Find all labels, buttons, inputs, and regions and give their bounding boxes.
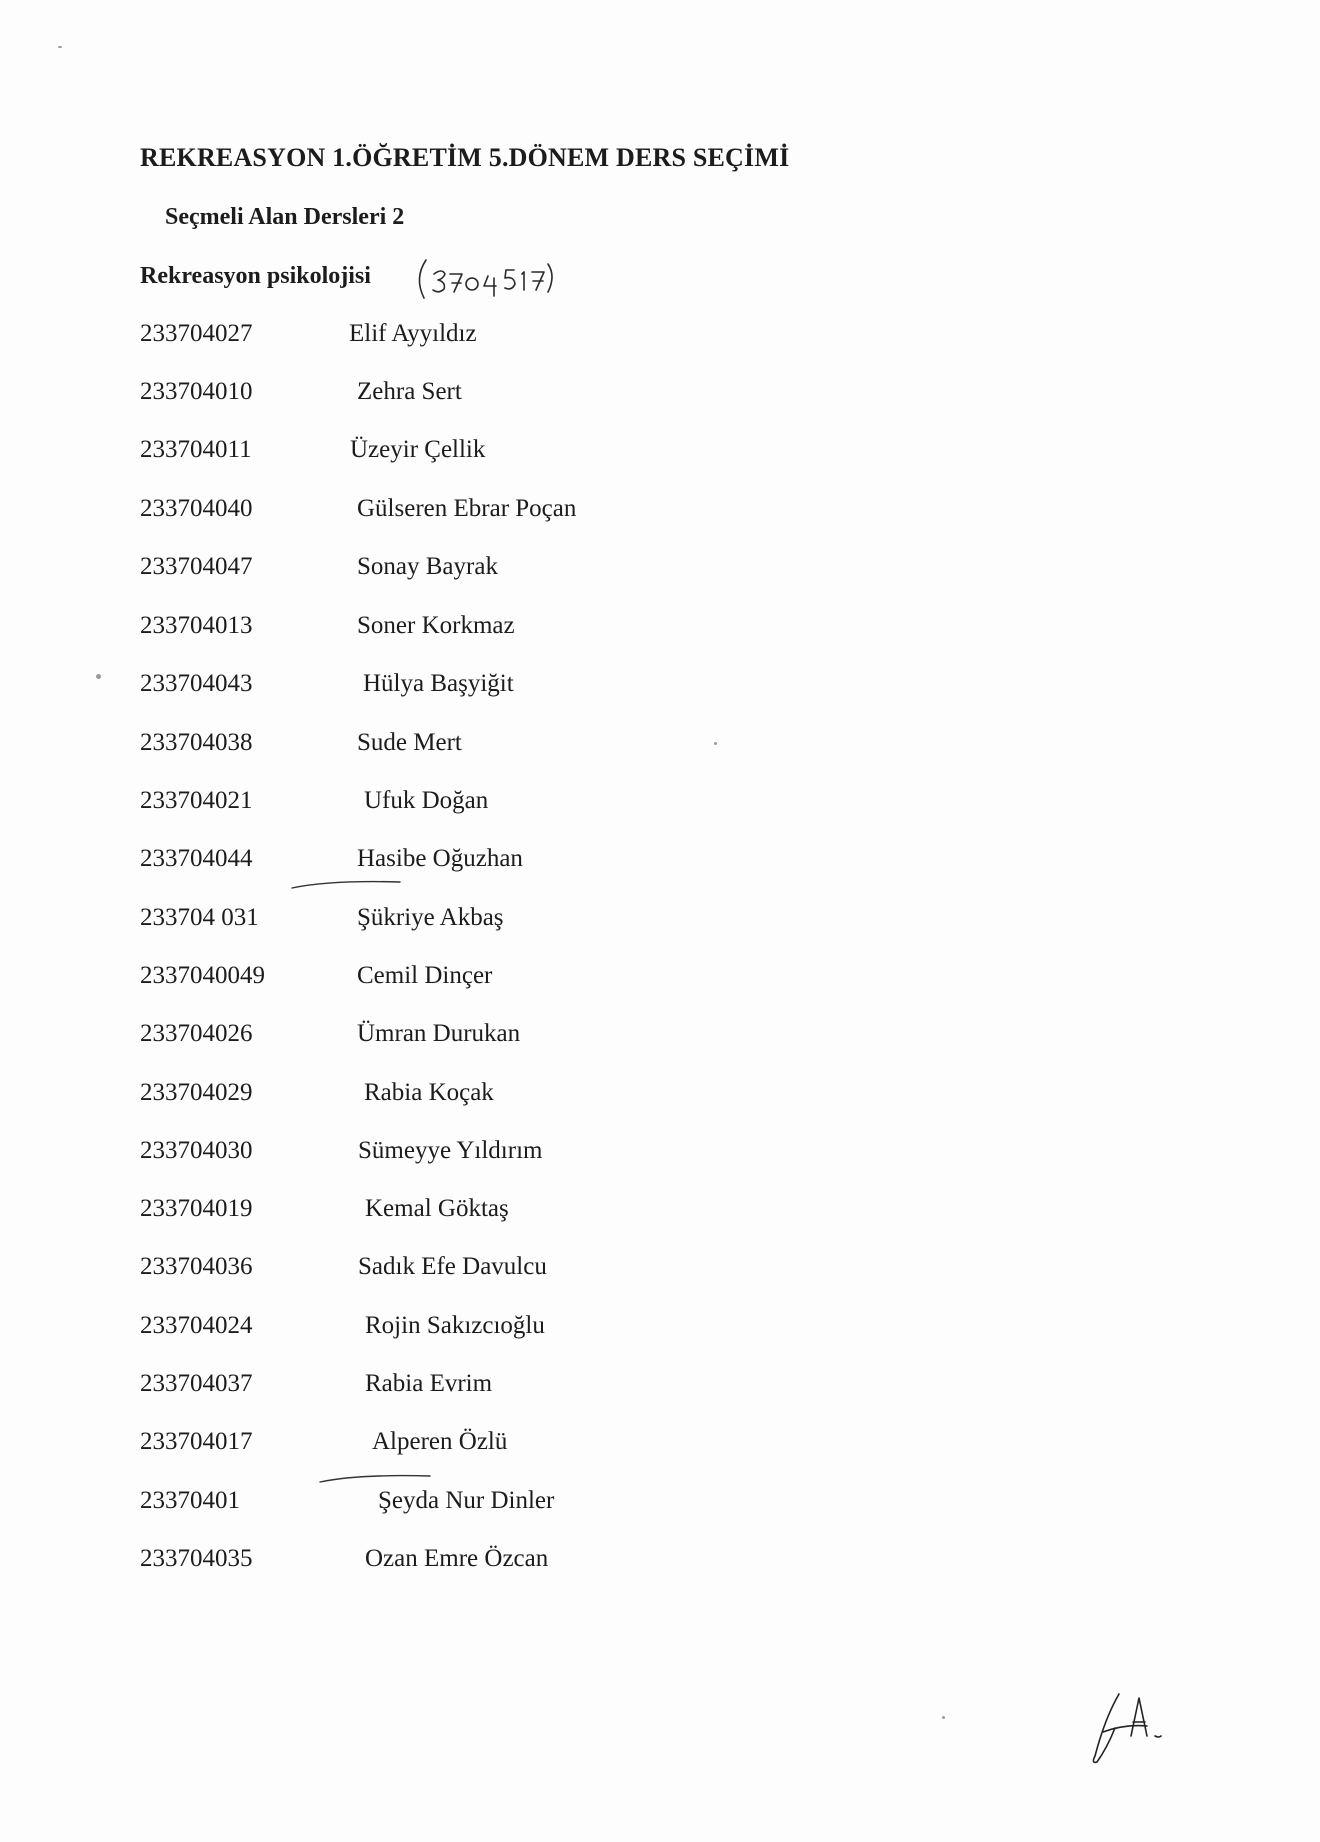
- student-id: 233704026: [140, 1020, 253, 1047]
- student-name: Üzeyir Çellik: [350, 436, 486, 463]
- student-id: 233704027: [140, 320, 253, 347]
- student-id: 233704043: [140, 670, 253, 697]
- student-name: Sadık Efe Davulcu: [358, 1253, 547, 1280]
- student-id: 233704040: [140, 495, 253, 522]
- student-id: 233704030: [140, 1137, 253, 1164]
- student-id: 233704029: [140, 1079, 253, 1106]
- student-id: 233704047: [140, 553, 253, 580]
- student-name: Alperen Özlü: [372, 1428, 508, 1455]
- student-name: Kemal Göktaş: [365, 1195, 509, 1222]
- student-name: Hülya Başyiğit: [363, 670, 514, 697]
- document-title: REKREASYON 1.ÖĞRETİM 5.DÖNEM DERS SEÇİMİ: [140, 143, 790, 172]
- student-id: 233704011: [140, 436, 252, 463]
- student-name: Cemil Dinçer: [357, 962, 493, 989]
- student-id: 233704021: [140, 787, 253, 814]
- scan-speck: [714, 742, 717, 745]
- student-name: Elif Ayyıldız: [349, 320, 477, 347]
- student-id: 233704013: [140, 612, 253, 639]
- student-name: Şükriye Akbaş: [357, 904, 504, 931]
- student-name: Sonay Bayrak: [357, 553, 498, 580]
- student-id: 233704038: [140, 729, 253, 756]
- scan-speck: [96, 674, 101, 679]
- student-id: 233704010: [140, 378, 253, 405]
- student-id: 23370401: [140, 1487, 240, 1514]
- scan-speck: [58, 46, 62, 48]
- student-name: Ufuk Doğan: [364, 787, 489, 814]
- student-name: Ümran Durukan: [357, 1020, 521, 1047]
- student-name: Rabia Koçak: [364, 1079, 494, 1106]
- student-id: 233704024: [140, 1312, 253, 1339]
- student-name: Şeyda Nur Dinler: [378, 1487, 555, 1514]
- student-id: 233704035: [140, 1545, 253, 1572]
- student-name: Sude Mert: [357, 729, 462, 756]
- student-id: 233704 031: [140, 904, 259, 931]
- student-id: 233704036: [140, 1253, 253, 1280]
- pen-stroke-mark: [318, 1472, 438, 1486]
- student-id: 233704037: [140, 1370, 253, 1397]
- scan-speck: [942, 1716, 945, 1719]
- student-id: 233704019: [140, 1195, 253, 1222]
- student-name: Hasibe Oğuzhan: [357, 845, 523, 872]
- pen-stroke-mark: [290, 878, 410, 892]
- student-name: Ozan Emre Özcan: [365, 1545, 549, 1572]
- student-name: Zehra Sert: [357, 378, 462, 405]
- student-id: 2337040049: [140, 962, 265, 989]
- student-name: Rabia Evrim: [365, 1370, 493, 1397]
- student-name: Gülseren Ebrar Poçan: [357, 495, 577, 522]
- student-id: 233704044: [140, 845, 253, 872]
- student-name: Sümeyye Yıldırım: [358, 1137, 543, 1164]
- student-name: Rojin Sakızcıoğlu: [365, 1312, 545, 1339]
- student-name: Soner Korkmaz: [357, 612, 515, 639]
- student-id: 233704017: [140, 1428, 253, 1455]
- course-name: Rekreasyon psikolojisi: [140, 263, 371, 289]
- signature-drawing: [1085, 1688, 1185, 1768]
- document-subtitle: Seçmeli Alan Dersleri 2: [165, 204, 405, 230]
